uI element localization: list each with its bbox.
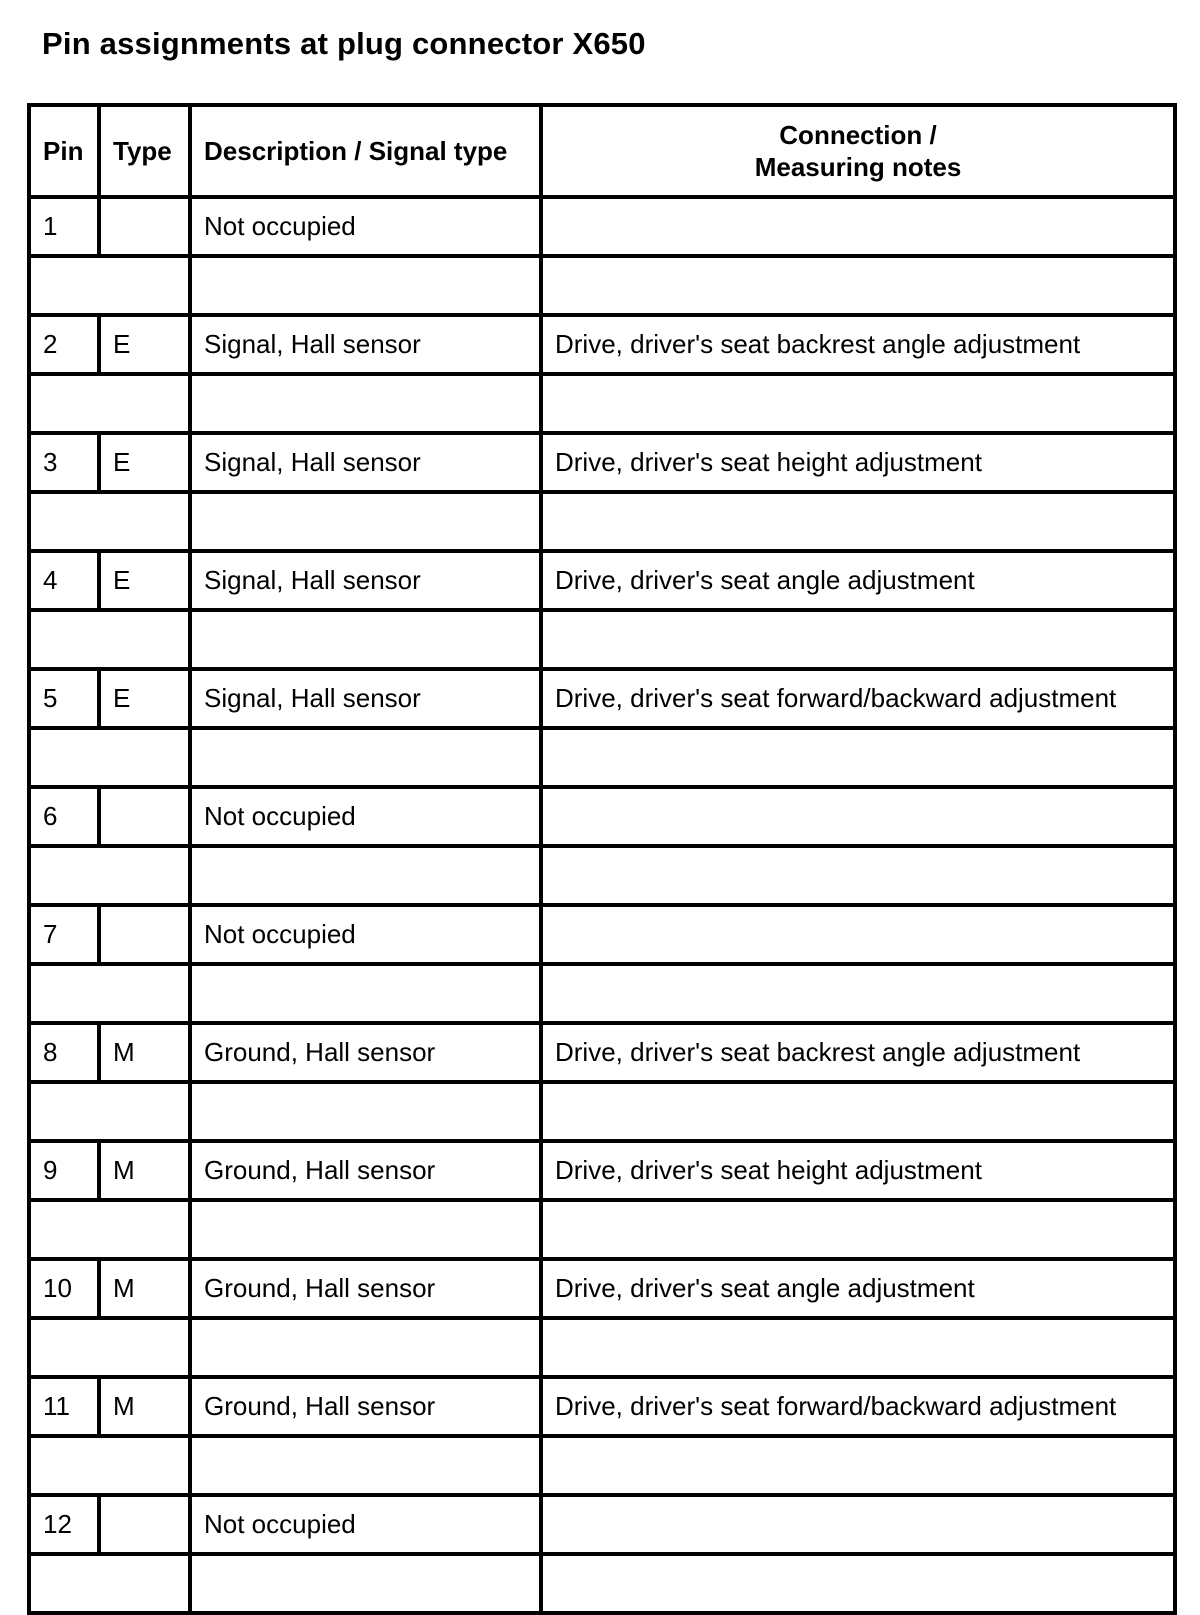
table-row [29,669,1175,728]
description-cell: Not occupied [190,905,541,964]
pin-cell: 4 [29,551,99,610]
spacer-row [29,1318,1175,1377]
empty-cell [29,964,190,1023]
header-type: Type [99,105,190,197]
empty-cell [541,492,1175,551]
type-cell: E [99,669,190,728]
table-row [29,433,1175,492]
table-row [29,1259,1175,1318]
empty-cell [541,1554,1175,1613]
table-row [29,905,1175,964]
empty-cell [541,1436,1175,1495]
description-cell: Ground, Hall sensor [190,1259,541,1318]
pin-cell: 1 [29,197,99,256]
pin-assignment-table [27,103,1177,1615]
header-connection-line2: Measuring notes [754,152,962,182]
connection-cell: Drive, driver's seat height adjustment [541,433,1175,492]
empty-cell [541,1082,1175,1141]
empty-cell [190,1436,541,1495]
pin-cell: 3 [29,433,99,492]
connection-cell: Drive, driver's seat angle adjustment [541,551,1175,610]
spacer-row [29,492,1175,551]
empty-cell [29,1200,190,1259]
description-cell: Signal, Hall sensor [190,433,541,492]
empty-cell [190,728,541,787]
description-cell: Not occupied [190,1495,541,1554]
empty-cell [541,1200,1175,1259]
header-description: Description / Signal type [190,105,541,197]
connection-cell [541,1495,1175,1554]
description-cell: Not occupied [190,787,541,846]
connection-cell [541,197,1175,256]
empty-cell [190,492,541,551]
pin-cell: 2 [29,315,99,374]
pin-cell: 6 [29,787,99,846]
connection-cell [541,905,1175,964]
spacer-row [29,1554,1175,1613]
empty-cell [190,1200,541,1259]
empty-cell [541,964,1175,1023]
type-cell: M [99,1259,190,1318]
spacer-row [29,610,1175,669]
connection-cell [541,787,1175,846]
empty-cell [541,728,1175,787]
description-cell: Ground, Hall sensor [190,1377,541,1436]
type-cell: M [99,1141,190,1200]
pin-cell: 7 [29,905,99,964]
empty-cell [29,1436,190,1495]
table-row [29,1141,1175,1200]
empty-cell [29,1554,190,1613]
type-cell: M [99,1377,190,1436]
table-body [29,197,1175,1613]
empty-cell [190,1318,541,1377]
description-cell: Signal, Hall sensor [190,551,541,610]
type-cell: E [99,551,190,610]
pin-cell: 12 [29,1495,99,1554]
empty-cell [190,374,541,433]
spacer-row [29,964,1175,1023]
pin-cell: 5 [29,669,99,728]
spacer-row [29,256,1175,315]
empty-cell [541,1318,1175,1377]
table-row [29,1377,1175,1436]
table-row [29,1495,1175,1554]
type-cell [99,197,190,256]
pin-cell: 11 [29,1377,99,1436]
connection-cell: Drive, driver's seat angle adjustment [541,1259,1175,1318]
empty-cell [190,610,541,669]
pin-cell: 9 [29,1141,99,1200]
empty-cell [29,846,190,905]
empty-cell [541,374,1175,433]
connection-cell: Drive, driver's seat forward/backward adjustment [541,669,1175,728]
type-cell: E [99,433,190,492]
type-cell [99,1495,190,1554]
empty-cell [29,610,190,669]
empty-cell [29,728,190,787]
description-cell: Signal, Hall sensor [190,669,541,728]
type-cell [99,905,190,964]
empty-cell [29,1082,190,1141]
empty-cell [541,256,1175,315]
table-row [29,197,1175,256]
connection-cell: Drive, driver's seat forward/backward adjustment [541,1377,1175,1436]
spacer-row [29,728,1175,787]
empty-cell [190,256,541,315]
page-title: Pin assignments at plug connector X650 [42,26,646,61]
empty-cell [541,610,1175,669]
type-cell: M [99,1023,190,1082]
table-header-row [29,105,1175,197]
empty-cell [29,374,190,433]
connection-cell: Drive, driver's seat backrest angle adjustment [541,315,1175,374]
connection-cell: Drive, driver's seat height adjustment [541,1141,1175,1200]
spacer-row [29,1082,1175,1141]
empty-cell [29,492,190,551]
empty-cell [190,1554,541,1613]
empty-cell [190,1082,541,1141]
empty-cell [190,846,541,905]
spacer-row [29,846,1175,905]
empty-cell [29,256,190,315]
table-row [29,315,1175,374]
type-cell: E [99,315,190,374]
header-pin: Pin [29,105,99,197]
description-cell: Not occupied [190,197,541,256]
table-row [29,551,1175,610]
table-row [29,787,1175,846]
pin-cell: 10 [29,1259,99,1318]
description-cell: Ground, Hall sensor [190,1023,541,1082]
spacer-row [29,1436,1175,1495]
header-connection-line1: Connection / [779,120,937,150]
spacer-row [29,374,1175,433]
spacer-row [29,1200,1175,1259]
header-connection [541,105,1175,197]
empty-cell [190,964,541,1023]
table-row [29,1023,1175,1082]
description-cell: Signal, Hall sensor [190,315,541,374]
pin-cell: 8 [29,1023,99,1082]
description-cell: Ground, Hall sensor [190,1141,541,1200]
type-cell [99,787,190,846]
empty-cell [29,1318,190,1377]
empty-cell [541,846,1175,905]
connection-cell: Drive, driver's seat backrest angle adjustment [541,1023,1175,1082]
